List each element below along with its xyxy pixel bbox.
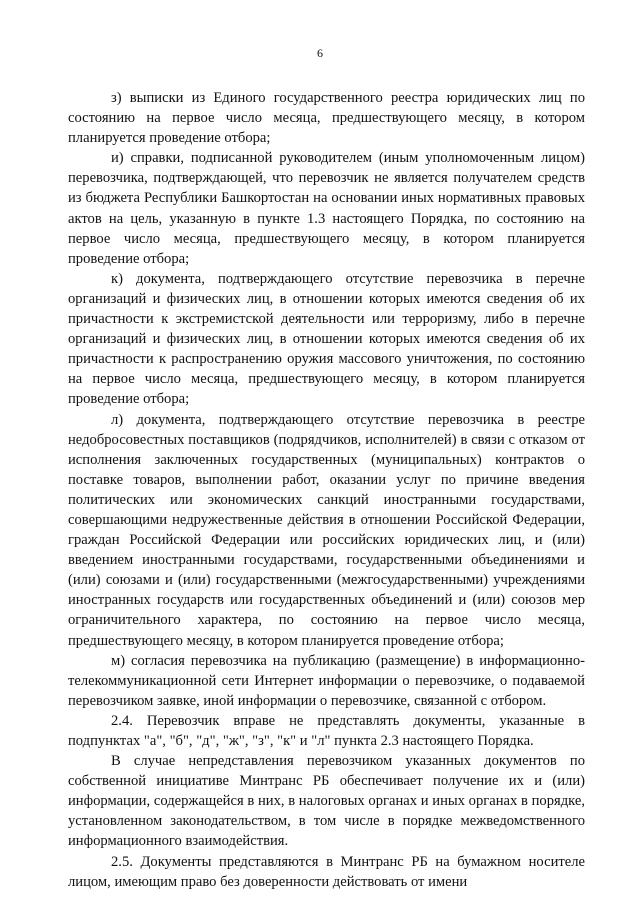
page-number: 6	[317, 46, 323, 60]
paragraph-subitem-i: и) справки, подписанной руководителем (иным уполномоченным лицом) перевозчика, подтверждающей, что перевозчик не является получателем средств из бюджета Республики Башкортостан на основании иных нормативных правовых актов на цель, указанную в пункте 1.3 настоящего Порядка, по состоянию на первое число месяца, предшествующего месяцу, в котором планируется проведение отбора;	[68, 150, 585, 267]
paragraph-clause-2-4: 2.4. Перевозчик вправе не представлять документы, указанные в подпунктах "а", "б", "д", "ж", "з", "к" и "л" пункта 2.3 настоящего Порядка.	[68, 712, 585, 749]
paragraph-subitem-k: к) документа, подтверждающего отсутствие перевозчика в перечне организаций и физических лиц, в отношении которых имеются сведения об их причастности к экстремистской деятельности или терроризму, либо в перечне организаций и физических лиц, в отношении которых имеются сведения об их причастности к распространению оружия массового уничтожения, по состоянию на первое число месяца, предшествующего месяцу, в котором планируется проведение отбора;	[68, 270, 585, 408]
paragraph-subitem-l: л) документа, подтверждающего отсутствие перевозчика в реестре недобросовестных поставщиков (подрядчиков, исполнителей) в связи с отказом от исполнения заключенных государственных (муниципальных) контрактов о поставке товаров, выполнении работ, оказании услуг по причине введения политических или экономических санкций иностранными государствами, совершающими недружественные действия в отношении Российской Федерации, граждан Российской Федерации или российских юридических лиц, и (или) введением иностранными государствами, государственными объединениями и (или) союзами и (или) государственными (межгосударственными) учреждениями иностранных государств или государственных объединений и (или) союзов мер ограничительного характера, по состоянию на первое число месяца, предшествующего месяцу, в котором планируется проведение отбора;	[68, 411, 585, 649]
paragraph-subitem-z: з) выписки из Единого государственного реестра юридических лиц по состоянию на первое число месяца, предшествующего месяцу, в котором планируется проведение отбора;	[68, 90, 585, 147]
document-body	[68, 88, 585, 892]
paragraph-clause-2-5: 2.5. Документы представляются в Минтранс РБ на бумажном носителе лицом, имеющим право без доверенности действовать от имени	[68, 853, 585, 890]
paragraph-clause-2-4-continuation: В случае непредставления перевозчиком указанных документов по собственной инициативе Минтранс РБ обеспечивает получение их и (или) информации, содержащейся в них, в налоговых органах и иных органах в порядке, установленном законодательством, в том числе в порядке межведомственного информационного взаимодействия.	[68, 753, 585, 850]
paragraph-subitem-m: м) согласия перевозчика на публикацию (размещение) в информационно-телекоммуникационной сети Интернет информации о перевозчике, о подаваемой перевозчиком заявке, иной информации о перевозчике, связанной с отбором.	[68, 652, 585, 709]
